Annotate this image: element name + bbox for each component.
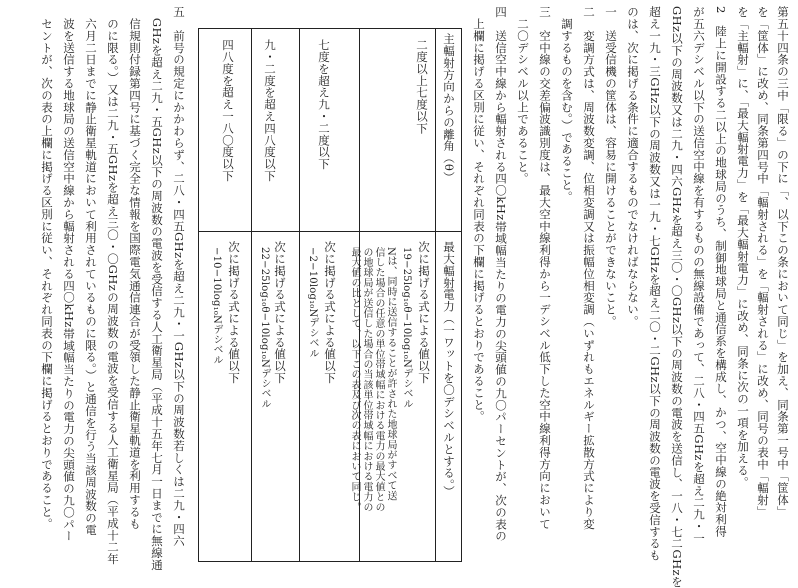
text-column: 五 前号の規定にかかわらず、二八・四五GHzを超え二九・一GHz以下の周波数若しくは二九・四六	[172, 6, 186, 547]
table-row-range: 四八度を超え一八〇度以下	[221, 39, 235, 182]
table-row-formula: −10−10log₁₀Nデシベル	[211, 247, 222, 365]
table-row-note: 最大値の比として、以下この表及び次の表において同じ。	[349, 247, 360, 513]
text-column: 四 送信空中線から輻射される四〇kHz帯域幅当たりの電力の尖頭値の九〇パーセントが、次の表の	[494, 6, 508, 542]
table-row-note: の地球局が送信した場合の当該単位帯域幅における電力の	[361, 247, 372, 513]
text-column: 二 変調方式は、周波数変調、位相変調又は振幅位相変調（いずれもエネルギー拡散方式により変	[582, 6, 596, 530]
table-row-formula: 19−25log₁₀θ−10log₁₀Nデシベル	[401, 247, 412, 409]
text-column: 2 陸上に開設する二以上の地球局のうち、制御地球局と通信系を構成し、かつ、空中線の絶対利得	[714, 6, 728, 538]
table-row-range: 二度以上七度以下	[415, 39, 429, 135]
table-row-note: 信した場合の任意の単位帯域幅における電力の最大値との	[373, 247, 384, 513]
text-column: セントが、次の表の上欄に掲げる区別に従い、それぞれ同表の下欄に掲げるとおりであること。	[40, 6, 54, 530]
table-row-range: 九・二度を超え四八度以下	[263, 39, 277, 182]
emission-table	[198, 28, 462, 562]
table-header-power: 最大輻射電力（一ワットを〇デシベルとする。）	[442, 241, 456, 498]
table-row-formula: −2−10log₁₀Nデシベル	[307, 247, 318, 359]
table-row-formula: 22−25log₁₀θ−10log₁₀Nデシベル	[259, 247, 270, 409]
table-row-range: 七度を超え九・二度以下	[317, 39, 331, 170]
text-column: のに限る。）又は二九・五GHzを超え三〇・〇GHzの周波数の電波を受信する人工衛星局（平成十二年	[106, 6, 120, 565]
text-column: GHzを超え二九・五GHz以下の周波数の電波を受信する人工衛星局（平成十五年七月一日までに無線通	[150, 6, 164, 571]
text-column: 信規則付録第四号に基づく完全な情報を国際電気通信連合が受領した静止衛星軌道を利用するも	[128, 6, 142, 530]
text-column: 一 送受信機の筐体は、容易に開けることができないこと。	[604, 6, 618, 328]
table-row-value: 次に掲げる式による値以下	[323, 241, 337, 384]
text-column: 調するものを含む。）であること。	[560, 6, 574, 203]
text-column: 六月二日までに静止衛星軌道において利用されているものに限る。）と通信を行う当該周波数の電	[84, 6, 98, 536]
text-column: 上欄に掲げる区別に従い、それぞれ同表の下欄に掲げるとおりであること。	[472, 6, 486, 423]
text-column: 三 空中線の交差偏波識別度は、最大空中線利得から一デシベル低下した空中線利得方向において	[538, 6, 552, 530]
table-row-value: 次に掲げる式による値以下	[417, 241, 431, 384]
table-header-angle: 主輻射方向からの離角（θ）	[442, 33, 456, 184]
text-column: のは、次に掲げる条件に適合するものでなければならない。	[626, 6, 640, 328]
text-column: が五六デシベル以下の送信空中線を有するものの無線設備であって、二八・四五GHzを超え二九・一	[692, 6, 706, 545]
text-column: 超え一九・三GHz以下の周波数又は一九・七GHzを超え二〇・二GHz以下の周波数の電波を受信するも	[648, 6, 662, 562]
table-row-value: 次に掲げる式による値以下	[273, 241, 287, 384]
text-column: を「主輻射」に、「最大輻射電力」を「最大輻射電力」に改め、同条に次の一項を加える。	[736, 6, 750, 489]
text-column: 波を送信する地球局の送信空中線から輻射される四〇kHz帯域幅当たりの電力の尖頭値の九〇パー	[62, 6, 76, 542]
table-row-note: Nは、同時に送信することが許された地球局がすべて送	[385, 247, 396, 501]
text-column: を「筐体」に改め、同条第四号中「輻射される」を「輻射される」に改め、同号の表中「輻射」	[756, 6, 770, 518]
text-column: 第五十四条の三中「限る」の下に「、以下この条において同じ」を加え、同条第一号中「筐体」	[776, 6, 790, 518]
text-column: GHz以下の周波数又は二九・四六GHzを超え三〇・〇GHz以下の周波数の電波を送信し、一八・七二GHzを	[670, 6, 684, 588]
text-column: 二〇デシベル以上であること。	[516, 6, 530, 185]
table-row-value: 次に掲げる式による値以下	[227, 241, 241, 384]
